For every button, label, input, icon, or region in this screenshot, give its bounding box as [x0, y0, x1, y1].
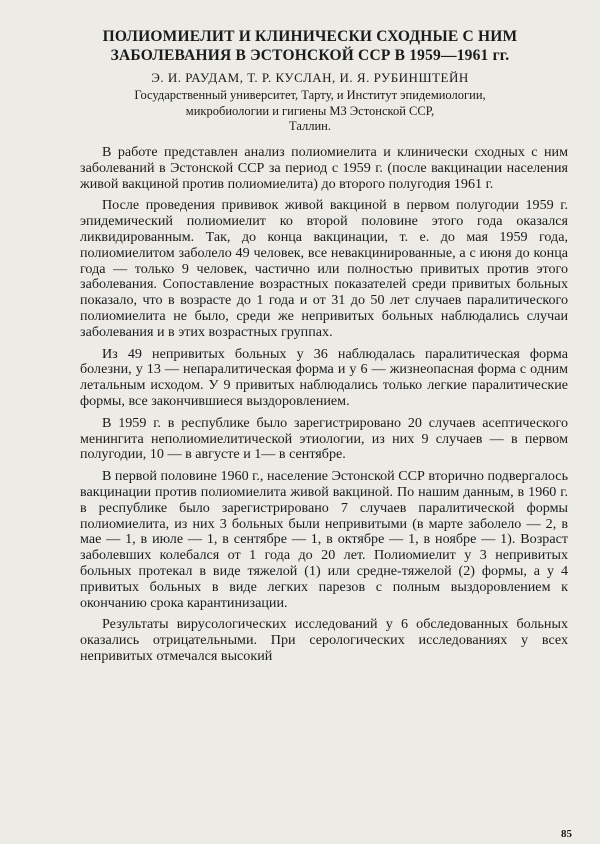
title-line-2: ЗАБОЛЕВАНИЯ В ЭСТОНСКОЙ ССР В 1959—1961 гг.: [110, 47, 510, 64]
paragraph: В работе представлен анализ полиомиелита и клинически сходных с ним заболеваний в Эстонской ССР за период с 1959 г. (после вакцинации населения живой вакциной против полиомиелита) до второго полугодия 1961 г.: [80, 144, 568, 192]
paragraph: После проведения прививок живой вакциной в первом полугодии 1959 г. эпидемический полиомиелит ко второй половине этого года оказался ликвидированным. Так, до конца вакцинации, т. е. до мая 1959 года, полиомиелитом заболело 49 человек, все невакцинированные, а с июня до конца года — только 9 человек, частично или полностью привитых против этого заболевания. Сопоставление возрастных показателей среди привитых больных показало, что в возрасте до 1 года и от 31 до 50 лет случаев паралитического полиомиелита не было, среди же непривитых больных наблюдались случаи заболевания и в этих возрастных группах.: [80, 197, 568, 340]
authors: Э. И. РАУДАМ, Т. Р. КУСЛАН, И. Я. РУБИНШТЕЙН: [151, 70, 469, 85]
affiliation-line-2: микробиологии и гигиены МЗ Эстонской ССР,: [185, 103, 435, 118]
affiliation-line-3: Таллин.: [289, 119, 331, 133]
paragraph: Результаты вирусологических исследований у 6 обследованных больных оказались отрицательными. При серологических исследованиях у всех непривитых отмечался высокий: [80, 616, 568, 664]
title-line-1: ПОЛИОМИЕЛИТ И КЛИНИЧЕСКИ СХОДНЫЕ С НИМ: [102, 28, 518, 45]
article-title: [60, 27, 560, 65]
paragraph: Из 49 непривитых больных у 36 наблюдалась паралитическая форма болезни, у 13 — непаралитическая форма и у 6 — жизнеопасная форма с одним летальным исходом. У 9 привитых наблюдались только легкие паралитические формы, все закончившиеся выздоровлением.: [80, 345, 568, 409]
paragraph: В первой половине 1960 г., население Эстонской ССР вторично подвергалось вакцинации против полиомиелита живой вакциной. По нашим данным, в 1960 г. в республике было зарегистрировано 7 случаев паралитической формы полиомиелита, из них 3 больных были непривитыми (в марте заболело — 2, в мае — 1, в июле — 1, в сентябре — 1, в октябре — 1, в ноябре — 1). Возраст заболевших колебался от 1 года до 20 лет. Полиомиелит у 3 непривитых больных протекал в виде тяжелой (1) или средне-тяжелой (2) формы, а у 4 привитых больных в виде легких парезов с полным выздоровлением к окончанию срока карантинизации.: [80, 468, 568, 611]
affiliation-line-1: Государственный университет, Тарту, и Институт эпидемиологии,: [134, 88, 486, 102]
article-body: [80, 145, 568, 671]
paragraph: В 1959 г. в республике было зарегистрировано 20 случаев асептического менингита неполиомиелитической этиологии, из них 9 случаев — в первом полугодии, 10 — в августе и 1— в сентябре.: [80, 414, 568, 463]
affiliation: [60, 88, 560, 135]
page-number: 85: [561, 828, 572, 840]
